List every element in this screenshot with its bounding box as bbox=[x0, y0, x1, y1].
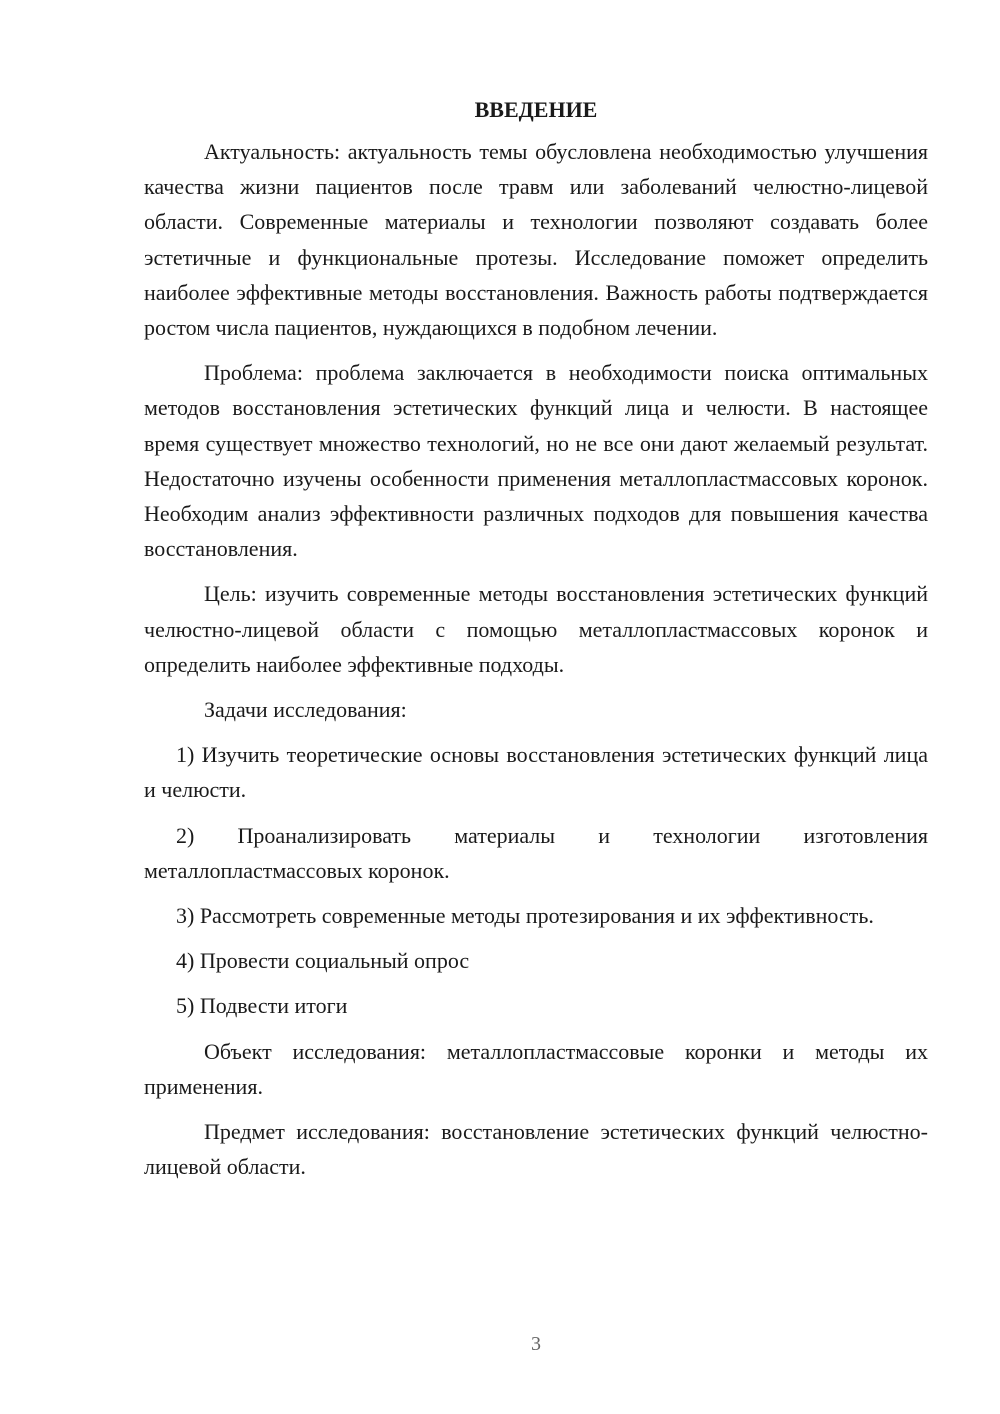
section-title: ВВЕДЕНИЕ bbox=[474, 97, 598, 122]
relevance-paragraph: Актуальность: актуальность темы обусловлена необходимостью улучшения качества жизни пациентов после травм или заболеваний челюстно-лицевой области. Современные материалы и технологии позволяют создавать более эстетичные и функциональные протезы. Исследование поможет определить наиболее эффективные методы восстановления. Важность работы подтверждается ростом числа пациентов, нуждающихся в подобном лечении. bbox=[144, 139, 928, 341]
task-item-2: 2) Проанализировать материалы и технологии изготовления металлопластмассовых коронок. bbox=[144, 822, 928, 883]
research-subject-paragraph: Предмет исследования: восстановление эстетических функций челюстно-лицевой области. bbox=[144, 1119, 928, 1180]
task-item-3: 3) Рассмотреть современные методы протезирования и их эффективность. bbox=[176, 903, 874, 929]
page-number: 3 bbox=[531, 1333, 541, 1355]
problem-paragraph: Проблема: проблема заключается в необходимости поиска оптимальных методов восстановления эстетических функций лица и челюсти. В настоящее время существует множество технологий, но не все они дают желаемый результат. Недостаточно изучены особенности применения металлопластмассовых коронок. Необходим анализ эффективности различных подходов для повышения качества восстановления. bbox=[144, 360, 928, 562]
tasks-heading: Задачи исследования: bbox=[204, 697, 407, 723]
research-object-paragraph: Объект исследования: металлопластмассовые коронки и методы их применения. bbox=[144, 1038, 928, 1099]
task-item-1: 1) Изучить теоретические основы восстановления эстетических функций лица и челюсти. bbox=[144, 742, 928, 803]
task-item-4: 4) Провести социальный опрос bbox=[176, 948, 470, 974]
document-page bbox=[144, 96, 928, 1184]
task-item-5: 5) Подвести итоги bbox=[176, 993, 348, 1019]
goal-paragraph: Цель: изучить современные методы восстановления эстетических функций челюстно-лицевой области с помощью металлопластмассовых коронок и определить наиболее эффективные подходы. bbox=[144, 581, 928, 677]
